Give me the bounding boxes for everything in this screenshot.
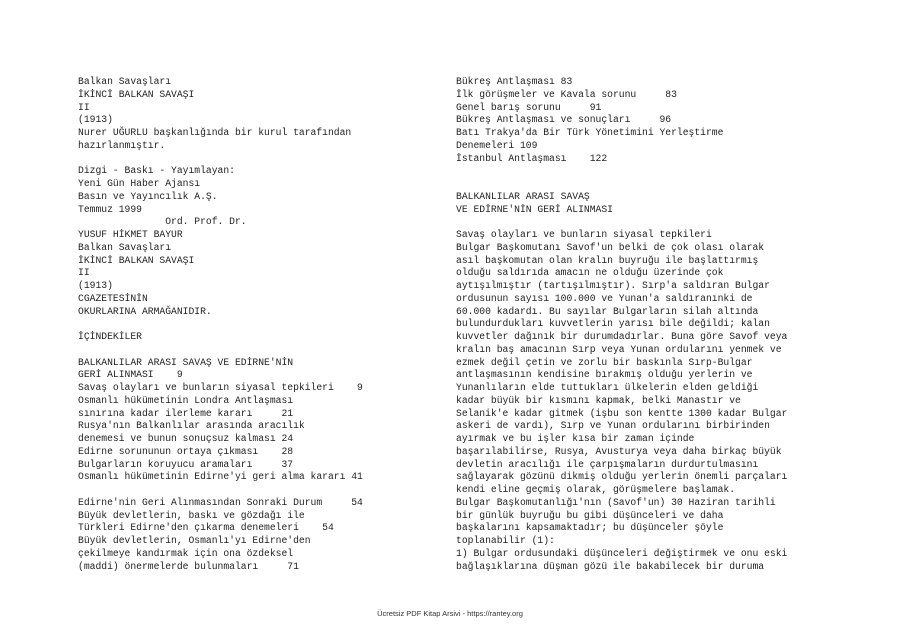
text-line: GERİ ALINMASI 9 [78, 369, 183, 381]
text-line: kuvvetler dağınık bir durumdadırlar. Buna göre Savof veya [456, 331, 788, 342]
blank-line [78, 153, 418, 166]
text-line: YUSUF HİKMET BAYUR [78, 229, 183, 240]
text-line: Bulgar Başkomutanı Savof'un belki de çok olası olarak [456, 241, 765, 253]
text-line: Türkleri Edirne'den çıkarma denemeleri 54 [78, 522, 334, 534]
text-line: Edirne'nin Geri Alınmasından Sonraki Durum 54 [78, 496, 363, 508]
blank-line [78, 318, 418, 331]
text-line: İKİNCİ BALKAN SAVAŞI [78, 88, 195, 100]
text-line: Osmanlı hükümetinin Edirne'yi geri alma kararı 41 [78, 471, 363, 483]
text-line: Osmanlı hükümetinin Londra Antlaşması [78, 394, 294, 406]
blank-line [78, 484, 418, 497]
text-line: kadar büyük bir kısmını kapmak, belki Manastır ve [456, 394, 741, 406]
text-line: aytışılmıştır (tartışılmıştır). Sırp'a saldıran Bulgar [456, 280, 770, 291]
text-line: (maddi) önermelerde bulunmaları 71 [78, 560, 299, 572]
text-line: denemesi ve bunun sonuçsuz kalması 24 [78, 433, 294, 444]
text-line: sağlayarak gözünü dikmiş olduğu yerlerin önemli parçaları [456, 471, 788, 483]
text-line: İKİNCİ BALKAN SAVAŞI [78, 254, 195, 266]
text-line: Yunanlıların elde tuttukları ülkelerin elden geldiği [456, 382, 759, 393]
text-line: Basın ve Yayıncılık A.Ş. [78, 190, 218, 202]
text-line: Edirne sorununun ortaya çıkması 28 [78, 445, 294, 457]
text-line: Batı Trakya'da Bir Türk Yönetimini Yerleştirme [456, 127, 724, 138]
text-line: kralın baş amacının Sırp veya Yunan ordularını yenmek ve [456, 343, 782, 355]
text-line: II [78, 101, 90, 113]
text-line: Balkan Savaşları [78, 76, 172, 87]
text-line: Selanik'e kadar gitmek (işbu son kentte 1300 kadar Bulgar [456, 407, 788, 419]
blank-line [456, 178, 856, 191]
text-line: ayırmak ve bu işler kısa bir zaman içinde [456, 433, 695, 444]
text-line: Balkan Savaşları [78, 241, 172, 253]
footer-watermark: Ücretsiz PDF Kitap Arsivi - https://rantey.org [377, 609, 523, 618]
text-line: Dizgi - Baskı - Yayımlayan: [78, 165, 235, 177]
text-line: OKURLARINA ARMAĞANIDIR. [78, 305, 212, 317]
text-line: askeri de vardı), Sırp ve Yunan ordularını birbirinden [456, 420, 770, 432]
text-line: bağlaşıklarına düşman gözü ile bakabilecek bir duruma [456, 560, 765, 572]
text-line: toplanabilir (1): [456, 535, 555, 546]
blank-line [456, 165, 856, 178]
text-line: Savaş olayları ve bunların siyasal tepkileri [456, 229, 712, 240]
blank-line [456, 216, 856, 229]
text-line: (1913) [78, 114, 113, 126]
text-line: Denemeleri 109 [456, 139, 538, 151]
text-line: Bükreş Antlaşması ve sonuçları 96 [456, 114, 672, 126]
text-line: Ord. Prof. Dr. [78, 216, 247, 228]
text-line: ordusunun sayısı 100.000 ve Yunan'a saldıranınki de [456, 292, 753, 304]
text-line: antlaşmasının kendisine bırakmış olduğu yerlerin ve [456, 369, 753, 381]
text-line: devletin aracılığı ile çarpışmaların durdurtulmasını [456, 458, 759, 470]
text-line: hazırlanmıştır. [78, 139, 166, 151]
text-line: İÇİNDEKİLER [78, 331, 142, 342]
text-line: Rusya'nın Balkanlılar arasında aracılık [78, 420, 305, 432]
text-line: CGAZETESİNİN [78, 292, 148, 304]
text-line: Nurer UĞURLU başkanlığında bir kurul tarafından [78, 127, 352, 138]
text-line: başkalarını kapsamaktadır; bu düşünceler şöyle [456, 522, 724, 534]
text-line: asıl başkomutan olan kralın buyruğu ile başlattırmış [456, 254, 759, 266]
text-line: Büyük devletlerin, Osmanlı'yı Edirne'den [78, 535, 311, 546]
text-line: VE EDİRNE'NİN GERİ ALINMASI [456, 203, 613, 215]
text-line: başarılabilirse, Rusya, Avusturya veya daha birkaç büyük [456, 445, 782, 457]
text-line: Temmuz 1999 [78, 203, 142, 215]
text-line: Büyük devletlerin, baskı ve gözdağı ile [78, 509, 305, 521]
text-line: 1) Bulgar ordusundaki düşünceleri değiştirmek ve onu eski [456, 547, 788, 559]
right-text-column [456, 76, 856, 573]
blank-line [78, 344, 418, 357]
text-line: Bulgarların koruyucu aramaları 37 [78, 458, 294, 470]
text-line: BALKANLILAR ARASI SAVAŞ VE EDİRNE'NİN [78, 356, 294, 368]
text-line: olduğu saldırıda amacın ne olduğu üzerinde çok [456, 267, 724, 279]
text-line: İlk görüşmeler ve Kavala sorunu 83 [456, 88, 677, 100]
text-line: bulundurdukları kuvvetlerin yarısı bile değildi; kalan [456, 318, 770, 330]
left-text-column [78, 76, 418, 573]
text-line: sınırına kadar ilerleme kararı 21 [78, 407, 294, 419]
text-line: çekilmeye kandırmak için ona özdeksel [78, 547, 294, 559]
text-line: Bükreş Antlaşması 83 [456, 76, 573, 87]
text-line: Genel barış sorunu 91 [456, 101, 602, 113]
text-line: bir günlük buyruğu bu gibi düşünceleri ve daha [456, 509, 724, 521]
text-line: II [78, 267, 90, 279]
text-line: Yeni Gün Haber Ajansı [78, 178, 201, 189]
text-line: ezmek değil çetin ve zorlu bir baskınla Sırp-Bulgar [456, 356, 753, 368]
text-line: Bulgar Başkomutanlığı'nın (Savof'un) 30 Haziran tarihli [456, 496, 776, 508]
text-line: İstanbul Antlaşması 122 [456, 152, 608, 164]
text-line: 60.000 kadardı. Bu sayılar Bulgarların silah altında [456, 305, 759, 317]
text-line: BALKANLILAR ARASI SAVAŞ [456, 190, 590, 202]
text-line: kendi eline geçmiş olarak, görüşmelere başlamak. [456, 484, 736, 495]
text-line: Savaş olayları ve bunların siyasal tepkileri 9 [78, 382, 363, 393]
text-line: (1913) [78, 280, 113, 291]
